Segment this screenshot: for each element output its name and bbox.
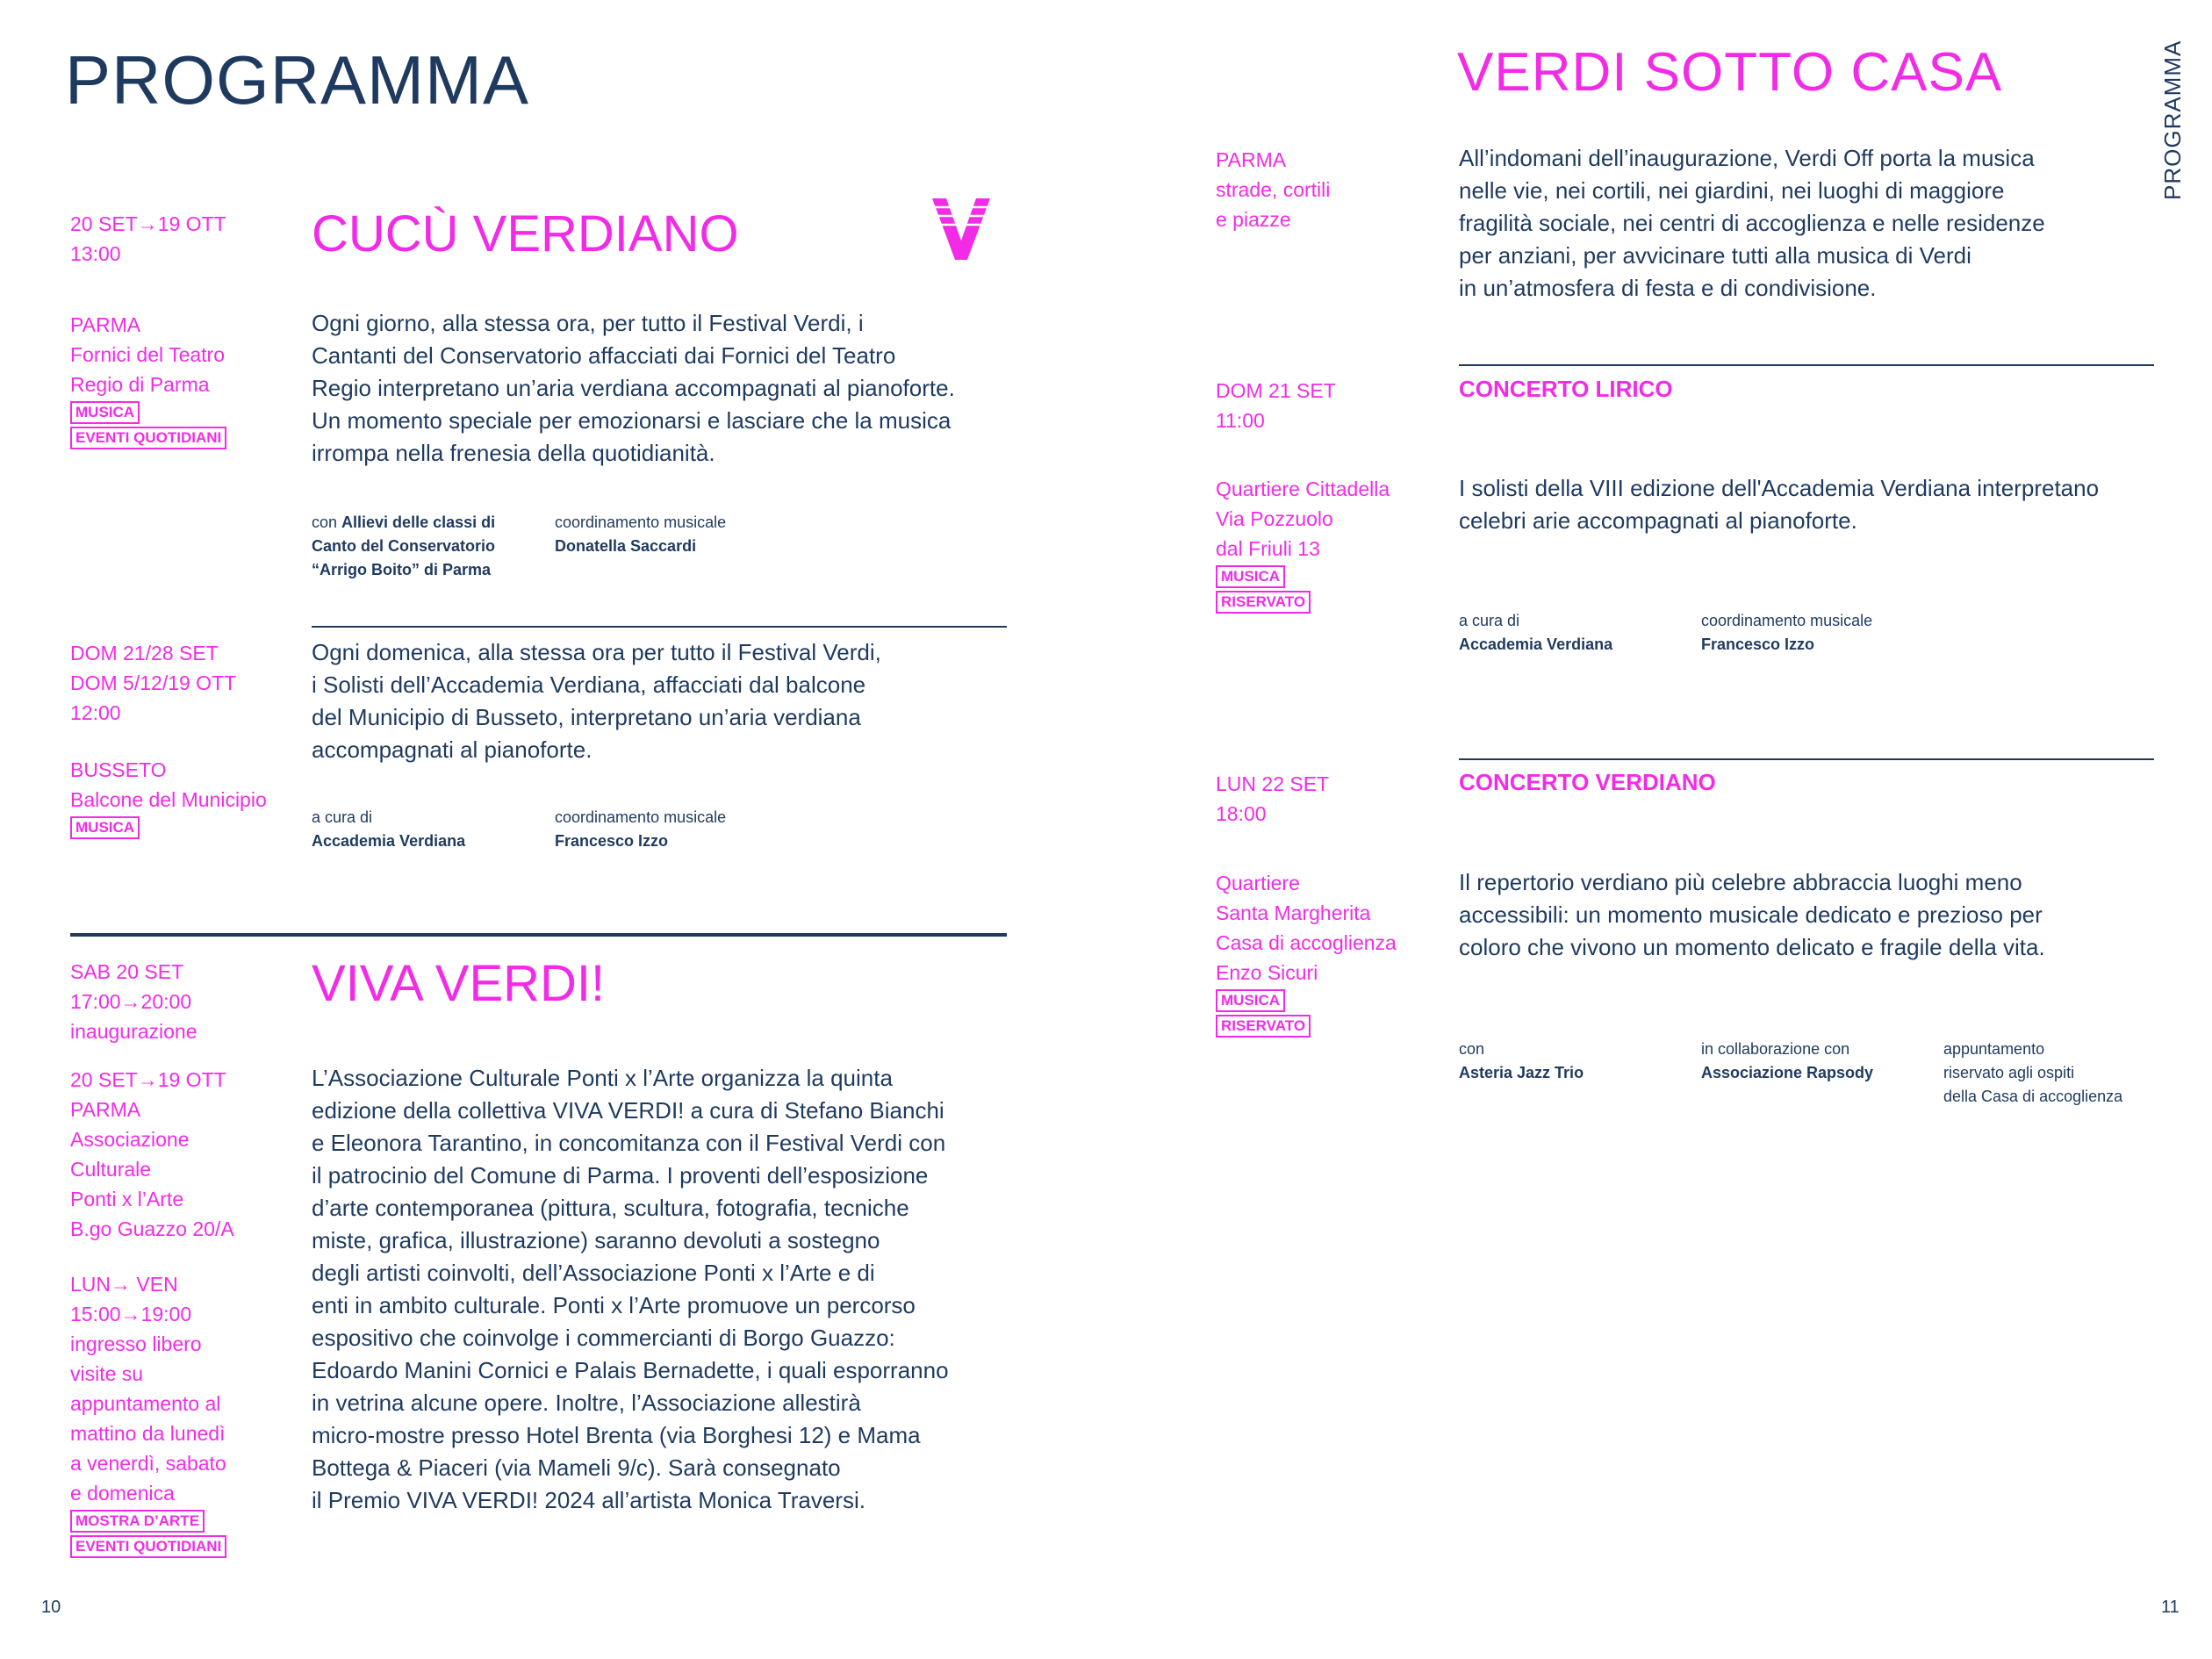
tag-riservato: RISERVATO [1216, 1015, 1311, 1038]
lirico-place-line: Via Pozzuolo [1216, 507, 1333, 530]
lirico-date-line: DOM 21 SET [1216, 379, 1336, 402]
cucu-body-line: Ogni giorno, alla stessa ora, per tutto il Festival Verdi, i [312, 310, 864, 336]
lirico-body-line: celebri arie accompagnati al pianoforte. [1459, 507, 1857, 534]
cucu-body-line: Regio interpretano un’aria verdiana accompagnati al pianoforte. [312, 375, 955, 401]
credit-note-line: appuntamento [1943, 1040, 2045, 1058]
viva-body-line: in vetrina alcune opere. Inoltre, l’Associazione allestirà [312, 1390, 861, 1416]
page-title-right: VERDI SOTTO CASA [1457, 42, 2003, 103]
credit-note-line: della Casa di accoglienza [1943, 1088, 2123, 1105]
side-label: PROGRAMMA [2159, 40, 2186, 200]
divider [1459, 758, 2154, 760]
busseto-date-line: DOM 5/12/19 OTT [70, 672, 237, 694]
verdiano-date-line: 18:00 [1216, 802, 1267, 825]
verdiano-body-line: coloro che vivono un momento delicato e fragile della vita. [1459, 934, 2045, 960]
cucu-credit-performers [312, 511, 495, 582]
busseto-tags [70, 816, 267, 839]
viva-body-line: Edoardo Manini Cornici e Palais Bernadette, i quali esporranno [312, 1357, 949, 1383]
intro-place-line: strade, cortili [1216, 178, 1331, 201]
lirico-description [1459, 472, 2099, 537]
tag-musica: MUSICA [1216, 565, 1285, 588]
busseto-dates [70, 638, 236, 728]
cucu-date-line: 20 SET→19 OTT [70, 212, 226, 235]
lirico-body-line: I solisti della VIII edizione dell'Accademia Verdiana interpretano [1459, 475, 2100, 501]
credit-label: coordinamento musicale [1701, 612, 1873, 629]
viva-meta-line: 17:00→20:00 [70, 990, 192, 1013]
viva-meta-line: 20 SET→19 OTT [70, 1068, 226, 1091]
cucu-place-line: PARMA [70, 313, 141, 336]
verdiano-tags [1216, 989, 1397, 1038]
intro-place [1216, 145, 1330, 234]
viva-meta-line: PARMA [70, 1098, 141, 1121]
lirico-place-line: Quartiere Cittadella [1216, 478, 1390, 500]
tag-musica: MUSICA [1216, 989, 1285, 1012]
verdiano-credit-performers [1459, 1038, 1584, 1085]
viva-body-line: edizione della collettiva VIVA VERDI! a cura di Stefano Bianchi [312, 1097, 944, 1124]
viva-tags [70, 1510, 226, 1558]
v-logo-icon [930, 195, 992, 262]
viva-meta-line: ingresso libero [70, 1332, 202, 1355]
section-divider [70, 933, 1007, 937]
viva-meta-venue [70, 1065, 234, 1244]
viva-meta-opening [70, 957, 198, 1046]
viva-meta-line: 15:00→19:00 [70, 1303, 192, 1325]
cucu-place [70, 310, 226, 452]
lirico-place [1216, 474, 1390, 616]
page-number-right: 11 [2161, 1598, 2180, 1617]
busseto-date-line: DOM 21/28 SET [70, 642, 219, 664]
viva-body-line: espositivo che coinvolge i commercianti di Borgo Guazzo: [312, 1325, 895, 1351]
viva-title: VIVA VERDI! [312, 955, 606, 1012]
viva-body-line: micro-mostre presso Hotel Brenta (via Borghesi 12) e Mama [312, 1422, 921, 1448]
lirico-dates [1216, 376, 1336, 435]
credit-label: coordinamento musicale [555, 808, 727, 826]
page-number-left: 10 [41, 1598, 61, 1617]
busseto-place-line: BUSSETO [70, 758, 167, 781]
viva-meta-line: inaugurazione [70, 1020, 198, 1043]
tag-musica: MUSICA [70, 816, 140, 839]
credit-value: Asteria Jazz Trio [1459, 1064, 1584, 1081]
busseto-body-line: del Municipio di Busseto, interpretano un’aria verdiana [312, 704, 861, 730]
cucu-description [312, 307, 955, 470]
tag-musica: MUSICA [70, 401, 140, 424]
viva-body-line: degli artisti coinvolti, dell’Associazione Ponti x l’Arte e di [312, 1260, 875, 1286]
page-title-left: PROGRAMMA [65, 41, 530, 118]
lirico-credit-coordination [1701, 609, 1872, 657]
credit-label: a cura di [312, 808, 373, 826]
intro-description [1459, 142, 2045, 305]
credit-label: coordinamento musicale [555, 514, 727, 531]
cucu-tags [70, 401, 226, 449]
verdiano-credit-note [1943, 1038, 2122, 1109]
viva-meta-line: a venerdì, sabato [70, 1452, 226, 1475]
viva-body-line: d’arte contemporanea (pittura, scultura, fotografia, tecniche [312, 1195, 909, 1221]
viva-meta-line: Ponti x l’Arte [70, 1188, 184, 1210]
verdiano-place-line: Casa di accoglienza [1216, 931, 1397, 954]
tag-mostra-darte: MOSTRA D’ARTE [70, 1510, 205, 1533]
tag-eventi-quotidiani: EVENTI QUOTIDIANI [70, 1535, 226, 1558]
viva-description [312, 1062, 949, 1517]
credit-value: Associazione Rapsody [1701, 1064, 1874, 1081]
viva-body-line: il Premio VIVA VERDI! 2024 all’artista Monica Traversi. [312, 1487, 865, 1513]
credit-prefix: con [312, 514, 342, 531]
viva-body-line: miste, grafica, illustrazione) saranno devoluti a sostegno [312, 1227, 880, 1253]
intro-body-line: fragilità sociale, nei centri di accoglienza e nelle residenze [1459, 210, 2045, 236]
cucu-title: CUCÙ VERDIANO [312, 205, 739, 262]
viva-meta-line: SAB 20 SET [70, 960, 184, 983]
cucu-dates [70, 209, 226, 269]
cucu-time-line: 13:00 [70, 242, 121, 265]
viva-body-line: Bottega & Piaceri (via Mameli 9/c). Sarà consegnato [312, 1454, 841, 1481]
cucu-body-line: Un momento speciale per emozionarsi e lasciare che la musica [312, 407, 952, 434]
credit-value: Accademia Verdiana [312, 832, 466, 850]
busseto-body-line: i Solisti dell’Accademia Verdiana, affacciati dal balcone [312, 672, 866, 698]
lirico-tags [1216, 565, 1390, 614]
credit-note-line: riservato agli ospiti [1943, 1064, 2075, 1081]
verdiano-place-line: Santa Margherita [1216, 901, 1371, 924]
credit-value: Canto del Conservatorio [312, 537, 496, 555]
verdiano-place-line: Enzo Sicuri [1216, 961, 1318, 984]
lirico-credit-curator [1459, 609, 1612, 657]
credit-value: Accademia Verdiana [1459, 636, 1613, 653]
busseto-body-line: accompagnati al pianoforte. [312, 736, 592, 763]
divider [312, 626, 1007, 628]
busseto-credit-coordination [555, 806, 726, 853]
viva-meta-line: appuntamento al [70, 1392, 221, 1415]
viva-meta-line: B.go Guazzo 20/A [70, 1217, 234, 1240]
credit-value: Donatella Saccardi [555, 537, 697, 555]
verdiano-place [1216, 868, 1397, 1040]
busseto-date-line: 12:00 [70, 701, 121, 724]
busseto-body-line: Ogni domenica, alla stessa ora per tutto il Festival Verdi, [312, 639, 881, 665]
credit-value: “Arrigo Boito” di Parma [312, 561, 492, 578]
busseto-place-line: Balcone del Municipio [70, 788, 267, 811]
lirico-title: CONCERTO LIRICO [1459, 376, 1673, 402]
verdiano-description [1459, 866, 2045, 964]
verdiano-body-line: accessibili: un momento musicale dedicato e prezioso per [1459, 901, 2043, 928]
busseto-credit-curator [312, 806, 465, 853]
verdiano-title: CONCERTO VERDIANO [1459, 769, 1716, 795]
credit-value: Francesco Izzo [1701, 636, 1815, 653]
viva-meta-line: visite su [70, 1362, 144, 1385]
viva-body-line: L’Associazione Culturale Ponti x l’Arte organizza la quinta [312, 1065, 893, 1091]
viva-body-line: e Eleonora Tarantino, in concomitanza con il Festival Verdi con [312, 1130, 946, 1156]
divider [1459, 364, 2154, 366]
credit-value: Francesco Izzo [555, 832, 669, 850]
cucu-place-line: Regio di Parma [70, 373, 210, 396]
credit-value: Allievi delle classi di [341, 514, 496, 531]
credit-label: a cura di [1459, 612, 1520, 629]
verdiano-date-line: LUN 22 SET [1216, 772, 1330, 795]
viva-meta-line: Culturale [70, 1158, 152, 1181]
busseto-description [312, 636, 881, 766]
busseto-place [70, 755, 267, 842]
cucu-body-line: Cantanti del Conservatorio affacciati dai Fornici del Teatro [312, 342, 896, 369]
viva-meta-line: LUN→ VEN [70, 1273, 178, 1296]
viva-meta-line: e domenica [70, 1482, 175, 1505]
tag-riservato: RISERVATO [1216, 591, 1311, 614]
cucu-place-line: Fornici del Teatro [70, 343, 225, 366]
lirico-place-line: dal Friuli 13 [1216, 537, 1320, 560]
intro-place-line: PARMA [1216, 148, 1287, 171]
viva-body-line: il patrocinio del Comune di Parma. I proventi dell’esposizione [312, 1162, 929, 1189]
verdiano-place-line: Quartiere [1216, 872, 1300, 894]
intro-body-line: in un’atmosfera di festa e di condivisione. [1459, 275, 1877, 301]
credit-label: con [1459, 1040, 1485, 1058]
lirico-date-line: 11:00 [1216, 409, 1265, 432]
viva-meta-hours [70, 1269, 226, 1561]
viva-meta-line: mattino da lunedì [70, 1422, 226, 1445]
cucu-credit-coordination [555, 511, 726, 558]
verdiano-body-line: Il repertorio verdiano più celebre abbraccia luoghi meno [1459, 869, 2022, 895]
viva-meta-line: Associazione [70, 1128, 190, 1151]
intro-body-line: per anziani, per avvicinare tutti alla musica di Verdi [1459, 242, 1971, 269]
verdiano-dates [1216, 769, 1329, 829]
verdiano-credit-collaboration [1701, 1038, 1873, 1085]
cucu-body-line: irrompa nella frenesia della quotidianità. [312, 440, 715, 466]
credit-label: in collaborazione con [1701, 1040, 1850, 1058]
tag-eventi-quotidiani: EVENTI QUOTIDIANI [70, 427, 226, 449]
intro-place-line: e piazze [1216, 208, 1291, 231]
intro-body-line: nelle vie, nei cortili, nei giardini, nei luoghi di maggiore [1459, 177, 2005, 204]
viva-body-line: enti in ambito culturale. Ponti x l’Arte promuove un percorso [312, 1292, 916, 1318]
intro-body-line: All’indomani dell’inaugurazione, Verdi Off porta la musica [1459, 145, 2035, 171]
